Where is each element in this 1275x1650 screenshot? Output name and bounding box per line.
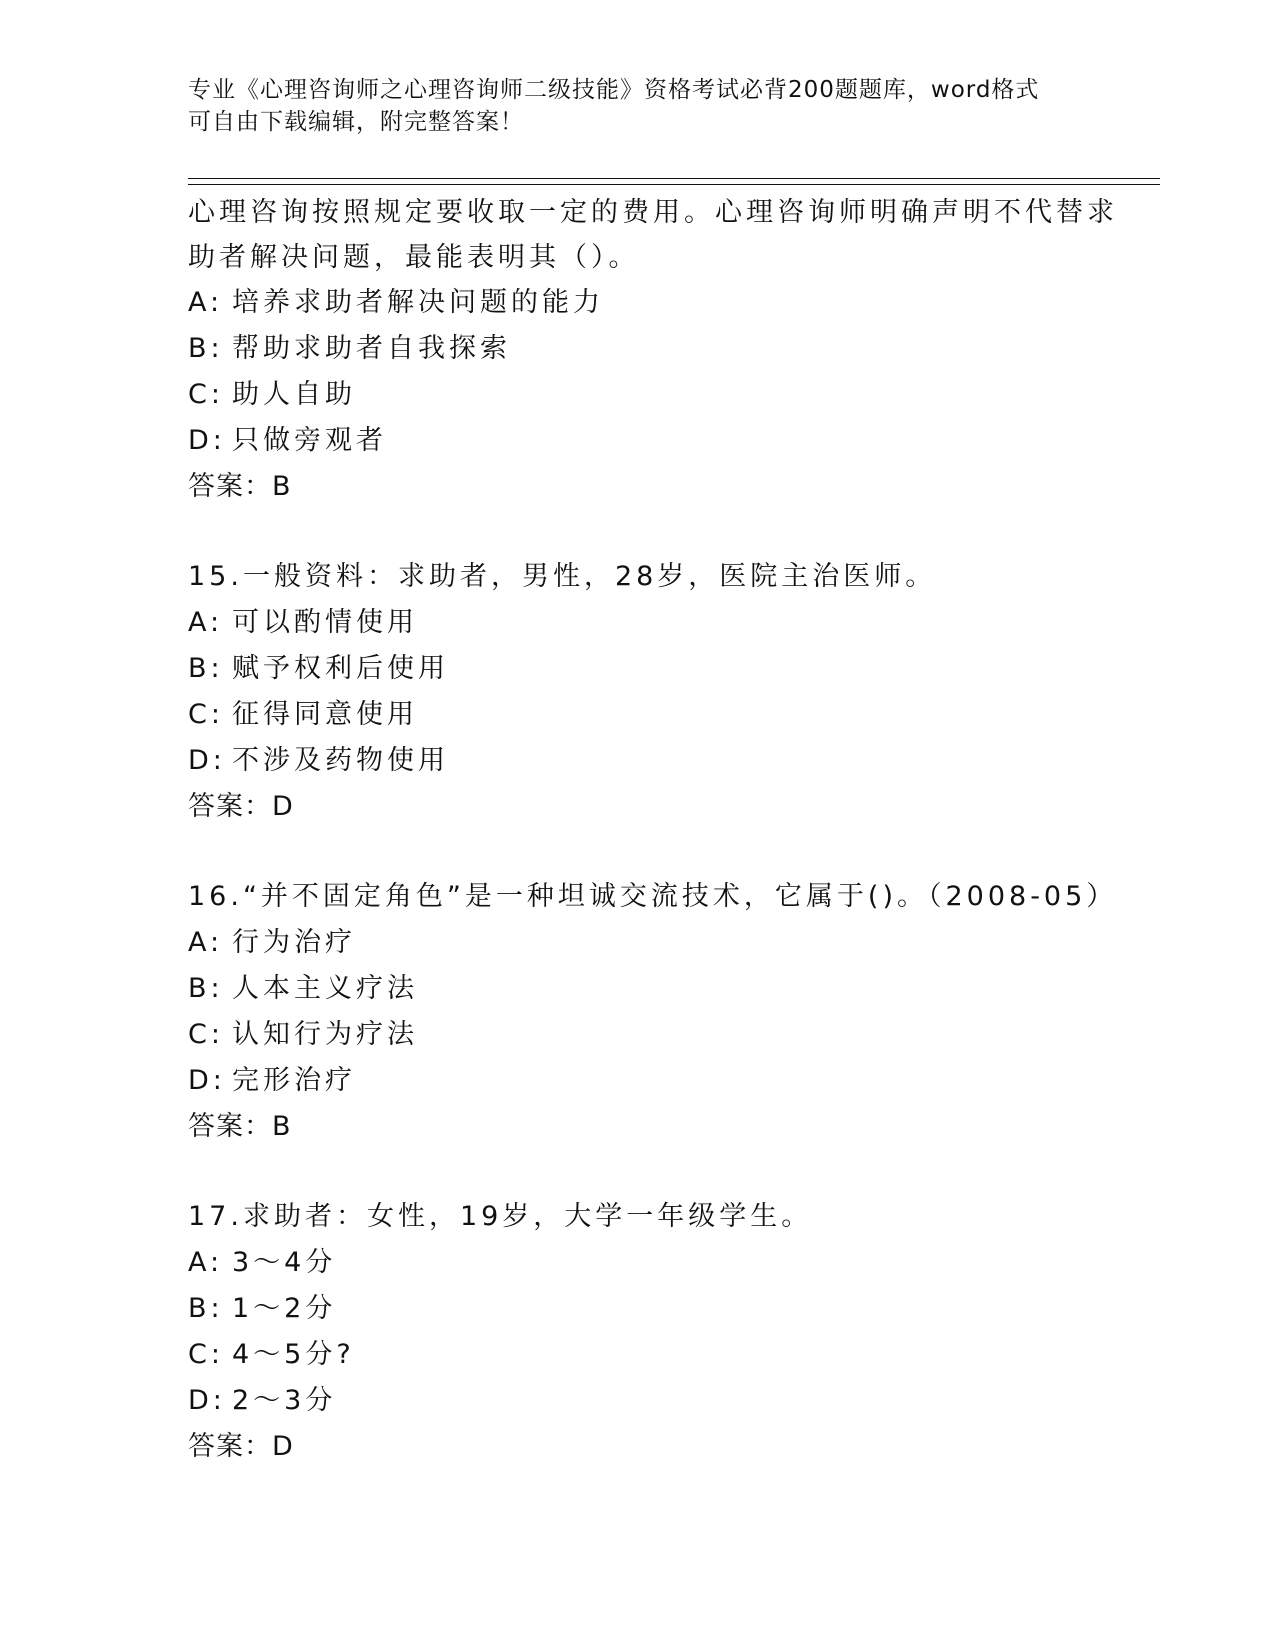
answer-line: 答案：B	[188, 471, 292, 502]
question-list	[188, 190, 1118, 1514]
option-letter: C:	[188, 379, 224, 410]
option-a	[188, 280, 1088, 326]
answer-line: 答案：D	[188, 791, 294, 822]
header-divider-bottom	[188, 184, 1160, 185]
question-block	[188, 190, 1118, 510]
document-header	[188, 74, 1088, 138]
question-text: 15.一般资料：求助者，男性，28岁，医院主治医师。	[188, 561, 937, 592]
question-block	[188, 1194, 1088, 1470]
option-a	[188, 920, 1088, 966]
option-c	[188, 692, 1088, 738]
option-letter: A:	[188, 1247, 224, 1278]
option-b	[188, 326, 1088, 372]
question-text: 17.求助者：女性，19岁，大学一年级学生。	[188, 1201, 813, 1232]
header-line-2: 可自由下载编辑，附完整答案！	[188, 109, 524, 135]
option-a	[188, 1240, 1088, 1286]
option-text: 可以酌情使用	[232, 607, 418, 638]
option-letter: B:	[188, 973, 224, 1004]
option-text: 征得同意使用	[232, 699, 418, 730]
option-text: 人本主义疗法	[232, 973, 418, 1004]
option-b	[188, 646, 1088, 692]
option-letter: C:	[188, 699, 224, 730]
option-text: 帮助求助者自我探索	[232, 333, 511, 364]
option-text: 行为治疗	[232, 927, 356, 958]
question-block	[188, 554, 1088, 830]
answer-line: 答案：B	[188, 1111, 292, 1142]
option-text: 4～5分?	[232, 1339, 355, 1370]
option-text: 赋予权利后使用	[232, 653, 449, 684]
option-letter: B:	[188, 333, 224, 364]
option-b	[188, 1286, 1088, 1332]
question-text: 助者解决问题，最能表明其（）。	[188, 242, 640, 273]
option-text: 认知行为疗法	[232, 1019, 418, 1050]
option-d	[188, 738, 1088, 784]
option-letter: C:	[188, 1019, 224, 1050]
option-letter: D:	[188, 745, 226, 776]
answer-line: 答案：D	[188, 1431, 294, 1462]
option-c	[188, 372, 1088, 418]
option-d	[188, 1058, 1088, 1104]
question-text: 心理咨询按照规定要收取一定的费用。心理咨询师明确声明不代替求	[188, 197, 1118, 228]
option-letter: D:	[188, 1385, 226, 1416]
option-text: 培养求助者解决问题的能力	[232, 287, 604, 318]
option-text: 完形治疗	[232, 1065, 356, 1096]
option-a	[188, 600, 1088, 646]
option-d	[188, 1378, 1088, 1424]
option-letter: A:	[188, 287, 224, 318]
option-letter: B:	[188, 1293, 224, 1324]
option-letter: D:	[188, 425, 226, 456]
option-text: 助人自助	[232, 379, 356, 410]
option-letter: A:	[188, 927, 224, 958]
option-letter: A:	[188, 607, 224, 638]
option-text: 3～4分	[232, 1247, 337, 1278]
header-line-1: 专业《心理咨询师之心理咨询师二级技能》资格考试必背200题题库，word格式	[188, 77, 1040, 103]
option-letter: B:	[188, 653, 224, 684]
option-c	[188, 1332, 1088, 1378]
option-text: 1～2分	[232, 1293, 337, 1324]
option-c	[188, 1012, 1088, 1058]
question-text: 16.“并不固定角色”是一种坦诚交流技术，它属于()。（2008-05）	[188, 881, 1118, 912]
option-text: 只做旁观者	[232, 425, 387, 456]
option-text: 不涉及药物使用	[232, 745, 449, 776]
option-text: 2～3分	[232, 1385, 337, 1416]
option-letter: D:	[188, 1065, 226, 1096]
header-divider-top	[188, 178, 1160, 179]
option-b	[188, 966, 1088, 1012]
option-d	[188, 418, 1088, 464]
option-letter: C:	[188, 1339, 224, 1370]
question-block	[188, 874, 1118, 1150]
